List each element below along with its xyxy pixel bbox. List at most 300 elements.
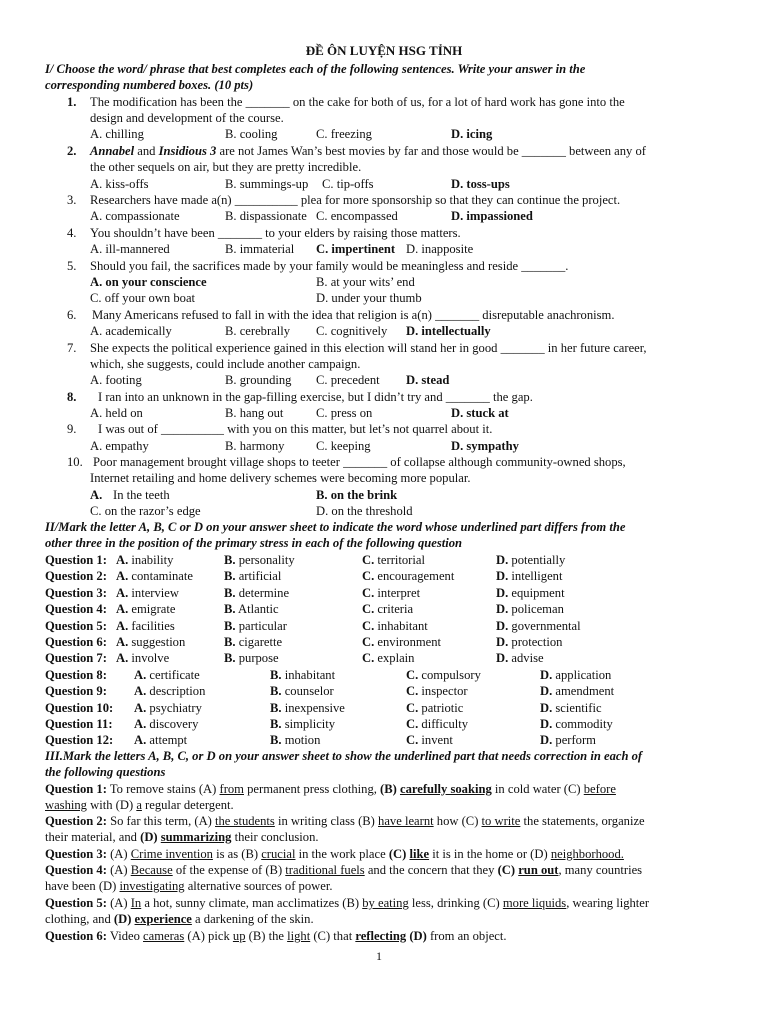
s2-option-letter: B.	[270, 700, 282, 715]
s2-option-b	[224, 650, 279, 666]
underlined-part: to write	[481, 814, 521, 828]
s2-option-word: determine	[238, 585, 290, 600]
s2-option-b	[224, 634, 282, 650]
q7-option-c: C. precedent	[316, 373, 380, 387]
s2-option-letter: C.	[406, 684, 419, 699]
s2-option-word: discovery	[149, 717, 199, 731]
s2-option-letter: B.	[270, 684, 282, 699]
q4-option-a: A. ill-mannered	[90, 242, 170, 256]
s2-option-letter: A.	[116, 553, 129, 567]
q1-option-d: D. icing	[451, 127, 493, 141]
section1-heading-cont: corresponding numbered boxes. (10 pts)	[45, 78, 254, 92]
s2-option-d	[496, 650, 544, 666]
s2-option-word: certificate	[149, 667, 200, 682]
s2-option-word: compulsory	[421, 667, 481, 682]
s2-option-word: contaminate	[131, 569, 193, 584]
underlined-part: by eating	[362, 896, 409, 910]
s2-option-a	[116, 552, 173, 568]
s2-option-letter: A.	[134, 733, 147, 748]
q3-option-a: A. compassionate	[90, 209, 180, 223]
q1-option-c: C. freezing	[316, 127, 372, 141]
s2-option-letter: A.	[116, 651, 129, 666]
s2-option-letter: D.	[496, 569, 509, 584]
underlined-part: have learnt	[378, 814, 434, 828]
s3-q4-cont	[45, 878, 332, 894]
s2-option-word: intelligent	[511, 569, 563, 584]
s2-option-c	[406, 683, 468, 699]
s2-option-word: equipment	[511, 585, 565, 600]
underlined-part: more liquids	[502, 896, 567, 910]
q5-option-c: C. off your own boat	[90, 291, 196, 305]
text-part: clothing, and	[45, 912, 114, 926]
q3-option-d: D. impassioned	[451, 209, 533, 223]
s2-option-letter: B.	[224, 635, 236, 649]
s2-option-letter: A.	[134, 667, 147, 682]
s2-option-word: motion	[284, 733, 321, 748]
s2-option-letter: B.	[224, 585, 236, 600]
s2-option-word: psychiatry	[149, 700, 202, 715]
option-marker: (D)	[140, 830, 161, 844]
q3-option-b: B. dispassionate	[225, 209, 307, 223]
text-part: have been (D)	[45, 879, 120, 893]
s2-option-letter: A.	[116, 635, 129, 649]
s2-option-word: explain	[377, 651, 415, 666]
s2-question-label: Question 1:	[45, 553, 107, 567]
s2-option-b	[224, 585, 289, 601]
s2-option-c	[362, 552, 425, 568]
s2-option-letter: B.	[270, 667, 282, 682]
s2-option-c	[406, 700, 463, 716]
s3-q6-label: Question 6:	[45, 929, 107, 943]
q2-option-c: C. tip-offs	[322, 177, 374, 191]
s2-option-letter: B.	[270, 717, 282, 731]
q10-text: Poor management brought village shops to teeter _______ of collapse although community-owned shops,	[93, 455, 626, 469]
s2-option-word: counselor	[284, 684, 334, 699]
text-part: , wearing lighter	[566, 896, 650, 910]
s2-option-word: inexpensive	[284, 700, 345, 715]
s2-option-word: inhabitant	[377, 618, 428, 633]
q9-option-b: B. harmony	[225, 439, 285, 453]
underlined-part: Because	[130, 863, 173, 877]
s2-option-word: protection	[511, 635, 563, 649]
q3-option-c: C. encompassed	[316, 209, 398, 223]
s2-option-b	[224, 568, 281, 584]
s2-option-a	[116, 568, 193, 584]
q10-number: 10.	[67, 455, 83, 469]
q7-text: She expects the political experience gained in this election will stand her in good _______ in her future career,	[90, 341, 647, 355]
s2-option-word: purpose	[238, 651, 279, 666]
s2-option-a	[116, 618, 175, 634]
q1-number: 1.	[67, 95, 77, 109]
q9-option-c: C. keeping	[316, 439, 371, 453]
s2-question-label: Question 10:	[45, 700, 114, 715]
s2-option-d	[540, 667, 611, 683]
s2-option-d	[540, 732, 596, 748]
s2-option-word: criteria	[377, 602, 414, 617]
s2-option-word: perform	[555, 733, 596, 748]
text-part: the statements, organize	[520, 814, 645, 828]
underlined-part: run out	[518, 863, 559, 877]
s2-option-word: difficulty	[421, 717, 469, 731]
s3-q4-label: Question 4:	[45, 863, 107, 877]
s2-option-a	[134, 716, 198, 732]
text-part: (C) that	[310, 929, 356, 943]
q2-text-cont: the other sequels on air, but they are pretty incredible.	[90, 160, 362, 174]
q3-number: 3.	[67, 193, 77, 207]
q8-option-b: B. hang out	[225, 406, 284, 420]
underlined-part: reflecting	[355, 929, 407, 943]
s2-option-word: involve	[131, 651, 170, 666]
s2-option-b	[270, 683, 334, 699]
q7-option-a: A. footing	[90, 373, 142, 387]
s3-q2	[45, 813, 645, 829]
q7-text-cont: which, she suggests, could include another campaign.	[90, 357, 361, 371]
q6-number: 6.	[67, 308, 77, 322]
s2-option-c	[362, 650, 414, 666]
s2-option-word: personality	[238, 553, 295, 567]
s2-option-letter: B.	[224, 553, 236, 567]
s2-option-letter: C.	[406, 717, 419, 731]
q2-option-a: A. kiss-offs	[90, 177, 149, 191]
underlined-part: carefully soaking	[399, 782, 492, 796]
s2-option-letter: C.	[362, 618, 375, 633]
underlined-part: cameras	[143, 929, 185, 943]
text-part: Video	[106, 929, 144, 943]
s2-option-c	[406, 667, 481, 683]
s2-option-letter: D.	[496, 553, 509, 567]
s2-option-word: territorial	[377, 553, 425, 567]
s2-option-letter: D.	[540, 717, 553, 731]
s2-option-letter: C.	[362, 553, 375, 567]
q4-option-d: D. inapposite	[406, 242, 474, 256]
text-part: how (C)	[433, 814, 482, 828]
s3-q1-cont	[45, 797, 234, 813]
s2-option-d	[496, 618, 581, 634]
s2-question-label: Question 11:	[45, 717, 113, 731]
s2-option-d	[540, 700, 602, 716]
s2-option-letter: C.	[406, 733, 419, 748]
q5-option-d: D. under your thumb	[316, 291, 422, 305]
page-number: 1	[376, 949, 382, 963]
underlined-part: Crime invention	[130, 847, 213, 861]
s2-option-letter: A.	[116, 618, 129, 633]
option-marker: (C)	[497, 863, 519, 877]
s2-option-word: patriotic	[421, 700, 464, 715]
s2-option-word: policeman	[511, 602, 564, 617]
s2-question-label: Question 3:	[45, 585, 107, 600]
s2-option-letter: D.	[496, 602, 509, 617]
s2-option-letter: B.	[270, 733, 282, 748]
q1-option-a: A. chilling	[90, 127, 144, 141]
q2-option-d: D. toss-ups	[451, 177, 510, 191]
s2-option-b	[270, 716, 335, 732]
s2-option-letter: C.	[362, 602, 375, 617]
q10-option-c: C. on the razor’s edge	[90, 504, 201, 518]
text-part: is as (B)	[212, 847, 262, 861]
underlined-part: investigating	[119, 879, 185, 893]
s2-option-c	[362, 601, 413, 617]
s2-question-label: Question 9:	[45, 684, 107, 699]
underlined-part: light	[287, 929, 311, 943]
s2-option-c	[362, 618, 428, 634]
s2-option-b	[224, 618, 287, 634]
q2-title-annabel: Annabel	[90, 144, 135, 158]
s2-option-word: inspector	[421, 684, 468, 699]
s2-option-letter: D.	[496, 635, 509, 649]
q5-number: 5.	[67, 259, 77, 273]
s2-question-label: Question 2:	[45, 569, 107, 584]
s2-option-a	[116, 634, 185, 650]
section3-heading-cont: the following questions	[45, 765, 166, 779]
s2-option-letter: A.	[134, 684, 147, 699]
s2-option-word: suggestion	[131, 635, 186, 649]
text-part: their material, and	[45, 830, 141, 844]
s2-option-a	[116, 585, 179, 601]
option-marker: (D)	[406, 929, 427, 943]
s2-question-label: Question 12:	[45, 733, 114, 748]
s2-option-word: description	[149, 684, 206, 699]
s2-option-word: facilities	[131, 618, 175, 633]
q8-option-c: C. press on	[316, 406, 373, 420]
q2-number: 2.	[67, 144, 77, 158]
q8-option-d: D. stuck at	[451, 406, 509, 420]
underlined-part: traditional fuels	[285, 863, 365, 877]
s2-option-letter: C.	[362, 585, 375, 600]
option-marker: (B)	[380, 782, 400, 796]
s2-option-word: advise	[511, 651, 544, 666]
text-part: , many countries	[558, 863, 643, 877]
s2-option-letter: B.	[224, 651, 236, 666]
q9-option-a: A. empathy	[90, 439, 149, 453]
q10-option-a: In the teeth	[113, 488, 170, 502]
s2-option-c	[362, 634, 441, 650]
text-part: in cold water (C)	[491, 782, 584, 796]
s2-option-word: scientific	[555, 700, 602, 715]
s2-option-b	[224, 552, 295, 568]
s2-option-d	[540, 683, 614, 699]
text-part: (A) pick	[184, 929, 233, 943]
q4-option-b: B. immaterial	[225, 242, 295, 256]
q7-option-b: B. grounding	[225, 373, 292, 387]
q8-text: I ran into an unknown in the gap-filling exercise, but I didn’t try and _______ the gap.	[98, 390, 533, 404]
s2-option-letter: C.	[362, 635, 375, 649]
q10-option-b: B. on the brink	[316, 488, 398, 502]
s2-option-c	[406, 732, 453, 748]
underlined-part: In	[130, 896, 142, 910]
s2-question-label: Question 6:	[45, 635, 107, 649]
q2-text	[90, 143, 646, 159]
underlined-part: washing	[45, 798, 87, 812]
text-part: (A)	[106, 863, 131, 877]
q6-option-b: B. cerebrally	[225, 324, 291, 338]
s2-option-b	[270, 700, 345, 716]
q9-number: 9.	[67, 422, 77, 436]
text-part: in the work place	[295, 847, 389, 861]
s3-q5-label: Question 5:	[45, 896, 107, 910]
s2-option-d	[496, 552, 565, 568]
s3-q5-cont	[45, 911, 314, 927]
text-part: So far this term, (A)	[106, 814, 216, 828]
s2-option-word: environment	[377, 635, 442, 649]
s2-option-letter: D.	[540, 667, 553, 682]
s2-option-word: governmental	[511, 618, 581, 633]
s2-option-word: attempt	[149, 733, 188, 748]
text-part: from an object.	[426, 929, 507, 943]
s2-option-b	[270, 732, 320, 748]
s2-option-letter: D.	[540, 684, 553, 699]
s2-option-letter: D.	[540, 733, 553, 748]
q7-number: 7.	[67, 341, 77, 355]
s2-option-a	[134, 683, 205, 699]
q1-option-b: B. cooling	[225, 127, 278, 141]
s2-option-letter: B.	[224, 602, 236, 617]
s2-option-letter: A.	[134, 717, 147, 731]
q2-option-b: B. summings-up	[225, 177, 309, 191]
underlined-part: neighborhood.	[550, 847, 624, 861]
q9-text: I was out of __________ with you on this matter, but let’s not quarrel about it.	[98, 422, 493, 436]
s2-option-letter: A.	[116, 602, 129, 617]
s2-option-word: potentially	[511, 553, 566, 567]
q6-option-a: A. academically	[90, 324, 172, 338]
s2-option-word: particular	[238, 618, 287, 633]
s2-option-word: encouragement	[377, 569, 455, 584]
text-part: alternative sources of power.	[184, 879, 333, 893]
s2-option-letter: B.	[224, 569, 236, 584]
q6-option-d: D. intellectually	[406, 324, 491, 338]
s2-option-word: inhabitant	[284, 667, 336, 682]
s2-option-a	[134, 667, 200, 683]
q8-option-a: A. held on	[90, 406, 143, 420]
text-part: a darkening of the skin.	[191, 912, 314, 926]
s3-q1	[45, 781, 616, 797]
text-part: permanent press clothing,	[243, 782, 381, 796]
q8-number: 8.	[67, 390, 77, 404]
s2-option-d	[496, 634, 562, 650]
text-part: their conclusion.	[231, 830, 319, 844]
q7-option-d: D. stead	[406, 373, 450, 387]
s2-option-word: interview	[131, 585, 179, 600]
underlined-part: the students	[215, 814, 275, 828]
s3-q6	[45, 928, 507, 944]
section3-heading: III.Mark the letters A, B, C, or D on your answer sheet to show the underlined part that needs correction in each of	[45, 749, 643, 763]
q3-text: Researchers have made a(n) __________ plea for more sponsorship so that they can continue the project.	[90, 193, 621, 207]
underlined-part: up	[232, 929, 246, 943]
q4-option-c: C. impertinent	[316, 242, 396, 256]
text-part: in writing class (B)	[274, 814, 379, 828]
text-part: regular detergent.	[141, 798, 234, 812]
s2-option-word: artificial	[238, 569, 282, 584]
text-part: less, drinking (C)	[408, 896, 503, 910]
s2-option-d	[496, 585, 565, 601]
s2-option-letter: A.	[116, 569, 129, 584]
s3-q2-label: Question 2:	[45, 814, 107, 828]
q5-text: Should you fail, the sacrifices made by your family would be meaningless and reside _______.	[90, 259, 569, 273]
underlined-part: crucial	[261, 847, 296, 861]
s2-option-word: simplicity	[284, 717, 336, 731]
text-part: To remove stains (A)	[106, 782, 220, 796]
s2-question-label: Question 5:	[45, 618, 107, 633]
s2-option-word: invent	[421, 733, 453, 748]
text-part: a hot, sunny climate, man acclimatizes (B)	[141, 896, 363, 910]
s2-option-letter: B.	[224, 618, 236, 633]
q2-title-insidious: Insidious 3	[158, 144, 217, 158]
s2-option-c	[406, 716, 468, 732]
text-part: and the concern that they	[364, 863, 498, 877]
q5-option-a: A. on your conscience	[90, 275, 207, 289]
s2-option-letter: A.	[116, 585, 129, 600]
s2-option-letter: A.	[134, 700, 147, 715]
text-part: (A)	[106, 847, 131, 861]
s2-option-letter: C.	[362, 569, 375, 584]
s2-option-word: inability	[131, 553, 174, 567]
s2-option-letter: D.	[496, 651, 509, 666]
q4-number: 4.	[67, 226, 77, 240]
s2-option-letter: C.	[406, 667, 419, 682]
s3-q1-label: Question 1:	[45, 782, 107, 796]
s3-q3	[45, 846, 624, 862]
s2-option-a	[134, 732, 187, 748]
text-part: with (D)	[86, 798, 137, 812]
q5-option-b: B. at your wits’ end	[316, 275, 415, 289]
s2-question-label: Question 7:	[45, 651, 107, 666]
q10-option-a-label: A.	[90, 488, 103, 502]
q6-text: Many Americans refused to fall in with the idea that religion is a(n) _______ disreputable anachronism.	[92, 308, 615, 322]
s2-option-d	[540, 716, 613, 732]
q2-and: and	[134, 144, 159, 158]
page-title: ĐỀ ÔN LUYỆN HSG TỈNH	[305, 43, 463, 58]
q1-text-cont: design and development of the course.	[90, 111, 284, 125]
s2-option-letter: C.	[406, 700, 419, 715]
s2-option-c	[362, 568, 454, 584]
s2-option-d	[496, 601, 564, 617]
q1-text: The modification has been the _______ on the cake for both of us, for a lot of hard work has gone into the	[90, 95, 625, 109]
underlined-part: from	[219, 782, 244, 796]
s2-option-word: emigrate	[131, 602, 176, 617]
section2-heading-cont: other three in the position of the primary stress in each of the following question	[45, 536, 463, 550]
s3-q3-label: Question 3:	[45, 847, 107, 861]
s2-option-letter: D.	[540, 700, 553, 715]
option-marker: (C)	[388, 847, 410, 861]
q10-option-d: D. on the threshold	[316, 504, 413, 518]
s2-option-word: application	[555, 667, 612, 682]
s2-question-label: Question 8:	[45, 667, 107, 682]
s2-option-d	[496, 568, 562, 584]
s2-option-b	[270, 667, 335, 683]
s2-option-word: amendment	[555, 684, 615, 699]
underlined-part: like	[409, 847, 430, 861]
underlined-part: a	[136, 798, 142, 812]
q4-text: You shouldn’t have been _______ to your elders by raising those matters.	[90, 226, 461, 240]
underlined-part: before	[583, 782, 616, 796]
section2-heading: II/Mark the letter A, B, C or D on your answer sheet to indicate the word whose underlined part differs from the	[45, 520, 626, 534]
s2-option-b	[224, 601, 279, 617]
s2-option-c	[362, 585, 420, 601]
s2-option-a	[116, 601, 175, 617]
text-part: it is in the home or (D)	[429, 847, 551, 861]
s3-q4	[45, 862, 642, 878]
s2-option-a	[134, 700, 202, 716]
s2-option-word: interpret	[377, 585, 421, 600]
s2-option-word: Atlantic	[238, 602, 279, 617]
s2-question-label: Question 4:	[45, 602, 107, 617]
q2-text-rest: are not James Wan’s best movies by far and those would be _______ between any of	[216, 144, 646, 158]
q9-option-d: D. sympathy	[451, 439, 519, 453]
s2-option-letter: D.	[496, 618, 509, 633]
s2-option-word: cigarette	[238, 635, 283, 649]
s2-option-letter: D.	[496, 585, 509, 600]
q6-option-c: C. cognitively	[316, 324, 388, 338]
text-part: (A)	[106, 896, 131, 910]
